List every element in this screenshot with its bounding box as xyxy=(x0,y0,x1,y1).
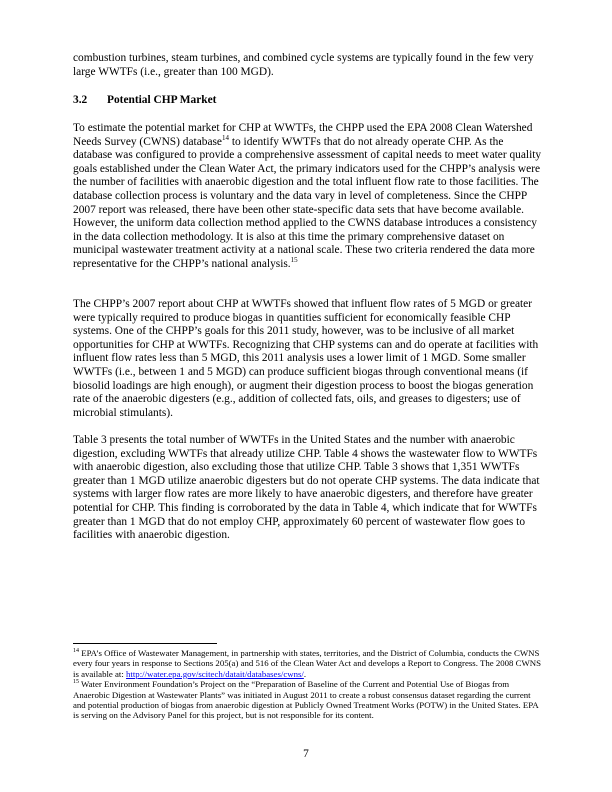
section-number: 3.2 xyxy=(73,94,88,106)
section-title: Potential CHP Market xyxy=(107,94,217,106)
cwns-link[interactable]: http://water.epa.gov/scitech/datait/databases/cwns/ xyxy=(126,668,304,679)
footnote-divider xyxy=(73,643,217,644)
page-number: 7 xyxy=(303,748,309,760)
footnote-ref-15[interactable]: 15 xyxy=(290,256,298,265)
footnote-marker: 15 xyxy=(73,679,79,686)
intro-paragraph: combustion turbines, steam turbines, and combined cycle systems are typically found in the few very large WWTFs (i.e., greater than 100 MGD). xyxy=(73,52,534,78)
section-heading xyxy=(73,93,543,107)
paragraph-text: To estimate the potential market for CHP at WWTFs, the CHPP used the EPA 2008 Clean Watershed Needs Survey (CWNS) database xyxy=(73,122,533,148)
footnote-marker: 14 xyxy=(73,648,79,655)
paragraph-market-estimate xyxy=(73,122,543,272)
paragraph-flow-rates: The CHPP’s 2007 report about CHP at WWTFs showed that influent flow rates of 5 MGD or greater were typically required to produce biogas in quantities sufficient for economically feasible CHP systems. One of the CHPP’s goals for this 2011 study, however, was to be inclusive of all market opportunities for CHP at WWTFs. Recognizing that CHP systems can and do operate at facilities with influent flow rates less than 5 MGD, this 2011 analysis uses a lower limit of 1 MGD. Some smaller WWTFs (i.e., between 1 and 5 MGD) can produce sufficient biogas through conventional means (if biosolid loadings are high enough), or augment their digestion process to boost the biogas generation rate of the anaerobic digesters (e.g., addition of collected fats, oils, and greases to digesters; use of microbial stimulants). xyxy=(73,298,539,419)
paragraph-text: to identify WWTFs that do not already operate CHP. As the database was configured to provide a comprehensive assessment of capital needs to meet water quality goals established under the Clean Water Act, the primary indicators used for the CHPP’s analysis were the number of facilities with anaerobic digestion and the total influent flow rate to those facilities. The database collection process is voluntary and the data vary in level of completeness. Since the CHPP 2007 report was released, there have been other state-specific data sets that have become available. However, the uniform data collection method applied to the CWNS database introduces a consistency in the data collection methodology. It is also at this time the primary comprehensive dataset on municipal wastewater treatment activity at a national scale. These two criteria rendered the data more representative for the CHPP’s national analysis. xyxy=(73,135,542,270)
footnote-ref-14[interactable]: 14 xyxy=(222,133,229,142)
footnotes xyxy=(73,648,543,721)
footnote-text: EPA’s Office of Wastewater Management, in partnership with states, territories, and the District of Columbia, conducts the CWNS every four years in response to Sections 205(a) and 516 of the Clean Water Act and develops a Report to Congress. The 2008 CWNS is available at: xyxy=(73,648,542,679)
footnote-end: . xyxy=(303,668,307,679)
paragraph-tables: Table 3 presents the total number of WWTFs in the United States and the number with anaerobic digestion, excluding WWTFs that already utilize CHP. Table 4 shows the wastewater flow to WWTFs with anaerobic digestion, also excluding those that utilize CHP. Table 3 shows that 1,351 WWTFs greater than 1 MGD utilize anaerobic digesters but do not operate CHP systems. The data indicate that systems with larger flow rates are more likely to have anaerobic digesters, and therefore have greater potential for CHP. This finding is corroborated by the data in Table 4, which indicate that for WWTFs greater than 1 MGD that do not employ CHP, approximately 60 percent of wastewater flow goes to facilities with anaerobic digestion. xyxy=(73,434,540,542)
footnote-15 xyxy=(73,679,543,721)
footnote-text: Water Environment Foundation’s Project on the “Preparation of Baseline of the Current and Potential Use of Biogas from Anaerobic Digestion at Wastewater Plants” was initiated in August 2011 to create a robust consensus dataset regarding the current and potential production of biogas from anaerobic digestion at Publicly Owned Treatment Works (POTW) in the United States. EPA is serving on the Advisory Panel for this project, but is not responsible for its content. xyxy=(73,679,539,721)
footnote-14 xyxy=(73,648,543,679)
